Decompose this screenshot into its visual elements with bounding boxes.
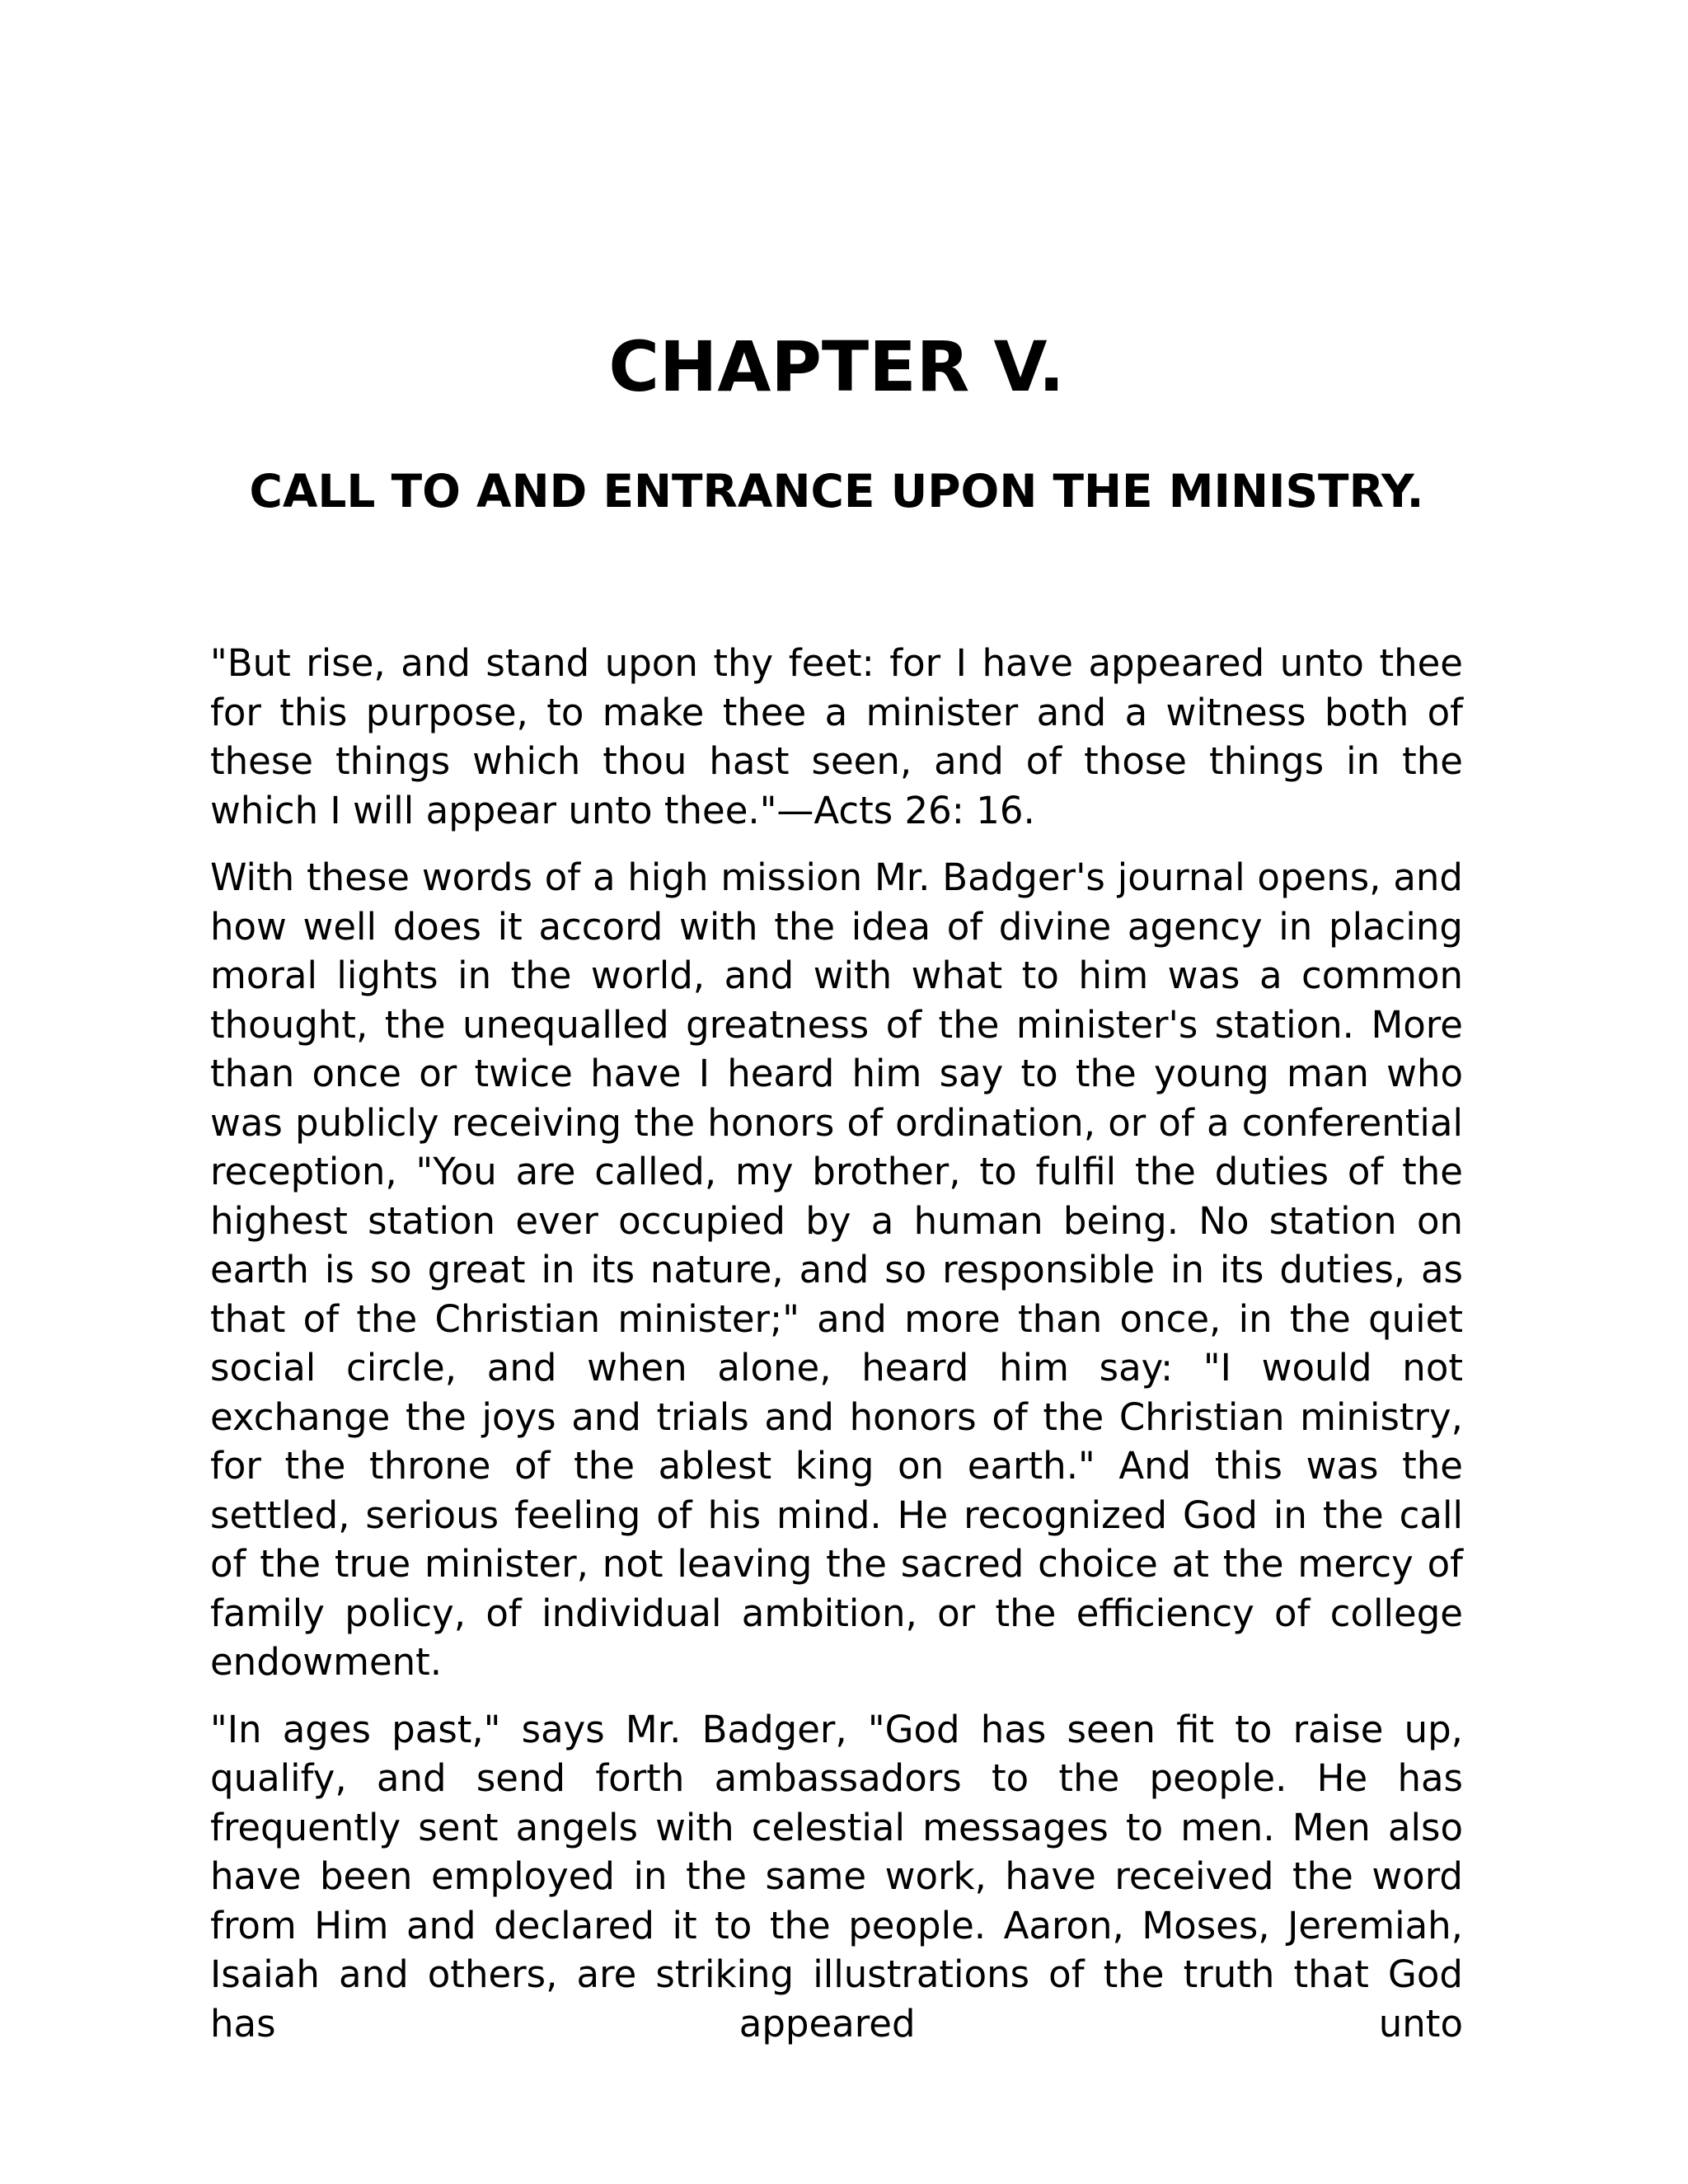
chapter-title: CHAPTER V. (608, 326, 1065, 407)
chapter-subtitle: CALL TO AND ENTRANCE UPON THE MINISTRY. (249, 465, 1424, 518)
epigraph-paragraph: "But rise, and stand upon thy feet: for I have appeared unto thee for this purpose, to make thee a minister and a witness both of these things which thou hast seen, and of those things in the which I will appear unto thee."—Acts 26: 16. (210, 641, 1463, 832)
body-text (210, 639, 1463, 2066)
body-paragraph: With these words of a high mission Mr. Badger's journal opens, and how well does it accord with the idea of divine agency in placing moral lights in the world, and with what to him was a common thought, the unequalled greatness of the minister's station. More than once or twice have I heard him say to the young man who was publicly receiving the honors of ordination, or of a conferential reception, "You are called, my brother, to fulfil the duties of the highest station ever occupied by a human being. No station on earth is so great in its nature, and so responsible in its duties, as that of the Christian minister;" and more than once, in the quiet social circle, and when alone, heard him say: "I would not exchange the joys and trials and honors of the Christian ministry, for the throne of the ablest king on earth." And this was the settled, serious feeling of his mind. He recognized God in the call of the true minister, not leaving the sacred choice at the mercy of family policy, of individual ambition, or the efficiency of college endowment. (210, 855, 1463, 1684)
body-paragraph: "In ages past," says Mr. Badger, "God has seen fit to raise up, qualify, and send forth ambassadors to the people. He has frequently sent angels with celestial messages to men. Men also have been employed in the same work, have received the word from Him and declared it to the people. Aaron, Moses, Jeremiah, Isaiah and others, are striking illustrations of the truth that God has appeared unto (210, 1707, 1463, 2046)
